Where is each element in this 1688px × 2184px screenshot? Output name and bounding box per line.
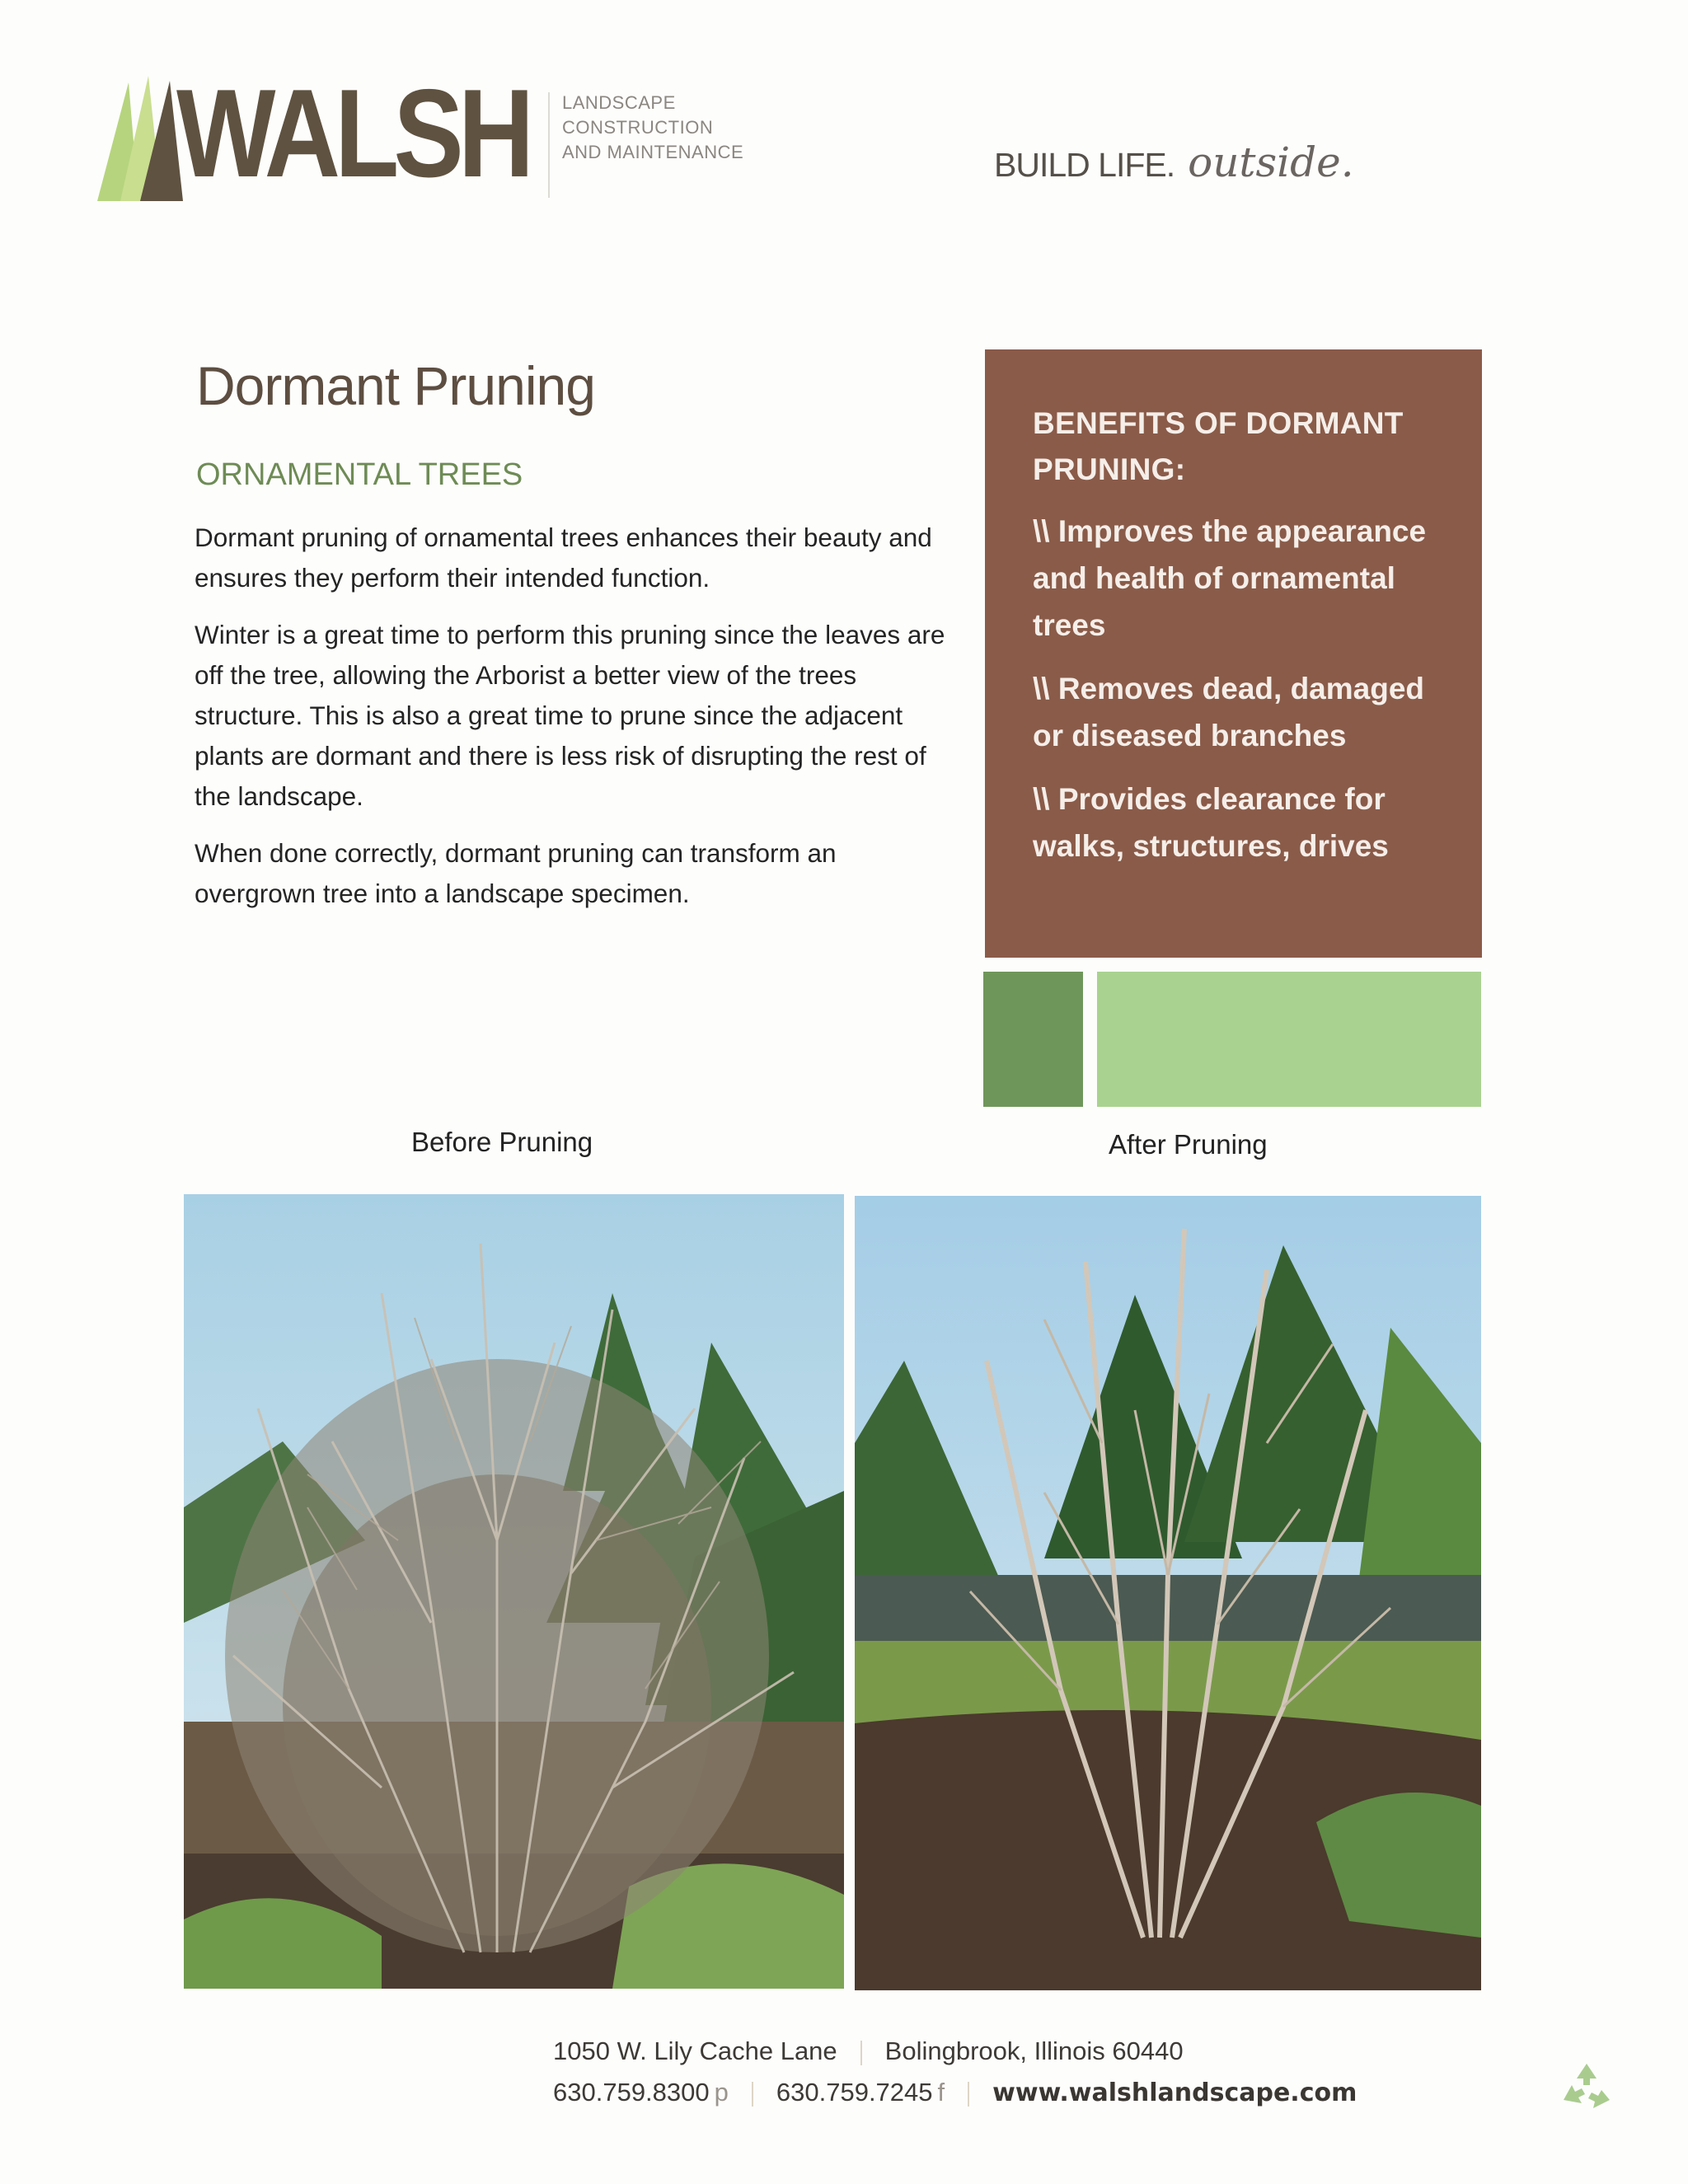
- benefit-item: \\ Improves the appearance and health of ornamental trees: [1033, 514, 1427, 642]
- tagline-script: outside.: [1188, 138, 1354, 186]
- logo-subtitle: [562, 91, 743, 165]
- walsh-logo: [97, 63, 559, 208]
- footer-contact-row: [553, 2072, 1357, 2113]
- benefits-title: BENEFITS OF DORMANT PRUNING:: [1033, 406, 1404, 486]
- body-paragraph: Dormant pruning of ornamental trees enhances their beauty and ensures they perform their intended function.: [195, 523, 932, 593]
- footer-phone: 630.759.8300: [553, 2078, 710, 2107]
- logo-divider: [548, 92, 550, 198]
- footer-separator: [752, 2082, 753, 2107]
- benefits-box: [985, 349, 1482, 958]
- article-body: [195, 518, 961, 930]
- benefit-item: \\ Removes dead, damaged or diseased branches: [1033, 672, 1425, 752]
- tagline: [994, 138, 1354, 186]
- logo-wordmark: WALSH: [176, 63, 529, 204]
- logo-subtitle-line: AND MAINTENANCE: [562, 142, 744, 162]
- footer-separator: [968, 2082, 969, 2107]
- footer-fax-suffix: f: [937, 2078, 945, 2107]
- footer-city: Bolingbrook, Illinois 60440: [884, 2036, 1184, 2065]
- before-caption: Before Pruning: [411, 1127, 593, 1157]
- tagline-main: BUILD LIFE.: [994, 146, 1175, 184]
- footer-fax: 630.759.7245: [776, 2078, 933, 2107]
- footer-phone-suffix: p: [714, 2078, 729, 2107]
- before-pruning-photo: [184, 1194, 844, 1989]
- footer-separator: [860, 2041, 862, 2065]
- page-title: Dormant Pruning: [196, 355, 595, 416]
- recycle-icon: [1560, 2060, 1613, 2113]
- after-caption: After Pruning: [1109, 1129, 1268, 1160]
- footer-website-link[interactable]: www.walshlandscape.com: [992, 2079, 1357, 2107]
- footer-address-row: [553, 2031, 1357, 2072]
- footer-address: 1050 W. Lily Cache Lane: [553, 2036, 837, 2065]
- logo-subtitle-line: LANDSCAPE: [562, 92, 676, 113]
- body-paragraph: Winter is a great time to perform this pruning since the leaves are off the tree, allowing the Arborist a better view of the trees structure. This is also a great time to prune since the adjacent plants are dormant and there is less risk of disrupting the rest of the landscape.: [195, 620, 945, 811]
- body-paragraph: When done correctly, dormant pruning can transform an overgrown tree into a landscape specimen.: [195, 838, 837, 908]
- section-subtitle: ORNAMENTAL TREES: [196, 457, 523, 492]
- green-accent-block-light: [1097, 972, 1481, 1107]
- green-accent-block-dark: [983, 972, 1083, 1107]
- logo-subtitle-line: CONSTRUCTION: [562, 117, 714, 138]
- after-pruning-photo: [855, 1196, 1481, 1990]
- footer-contact: [553, 2031, 1357, 2113]
- benefit-item: \\ Provides clearance for walks, structures, drives: [1033, 782, 1389, 863]
